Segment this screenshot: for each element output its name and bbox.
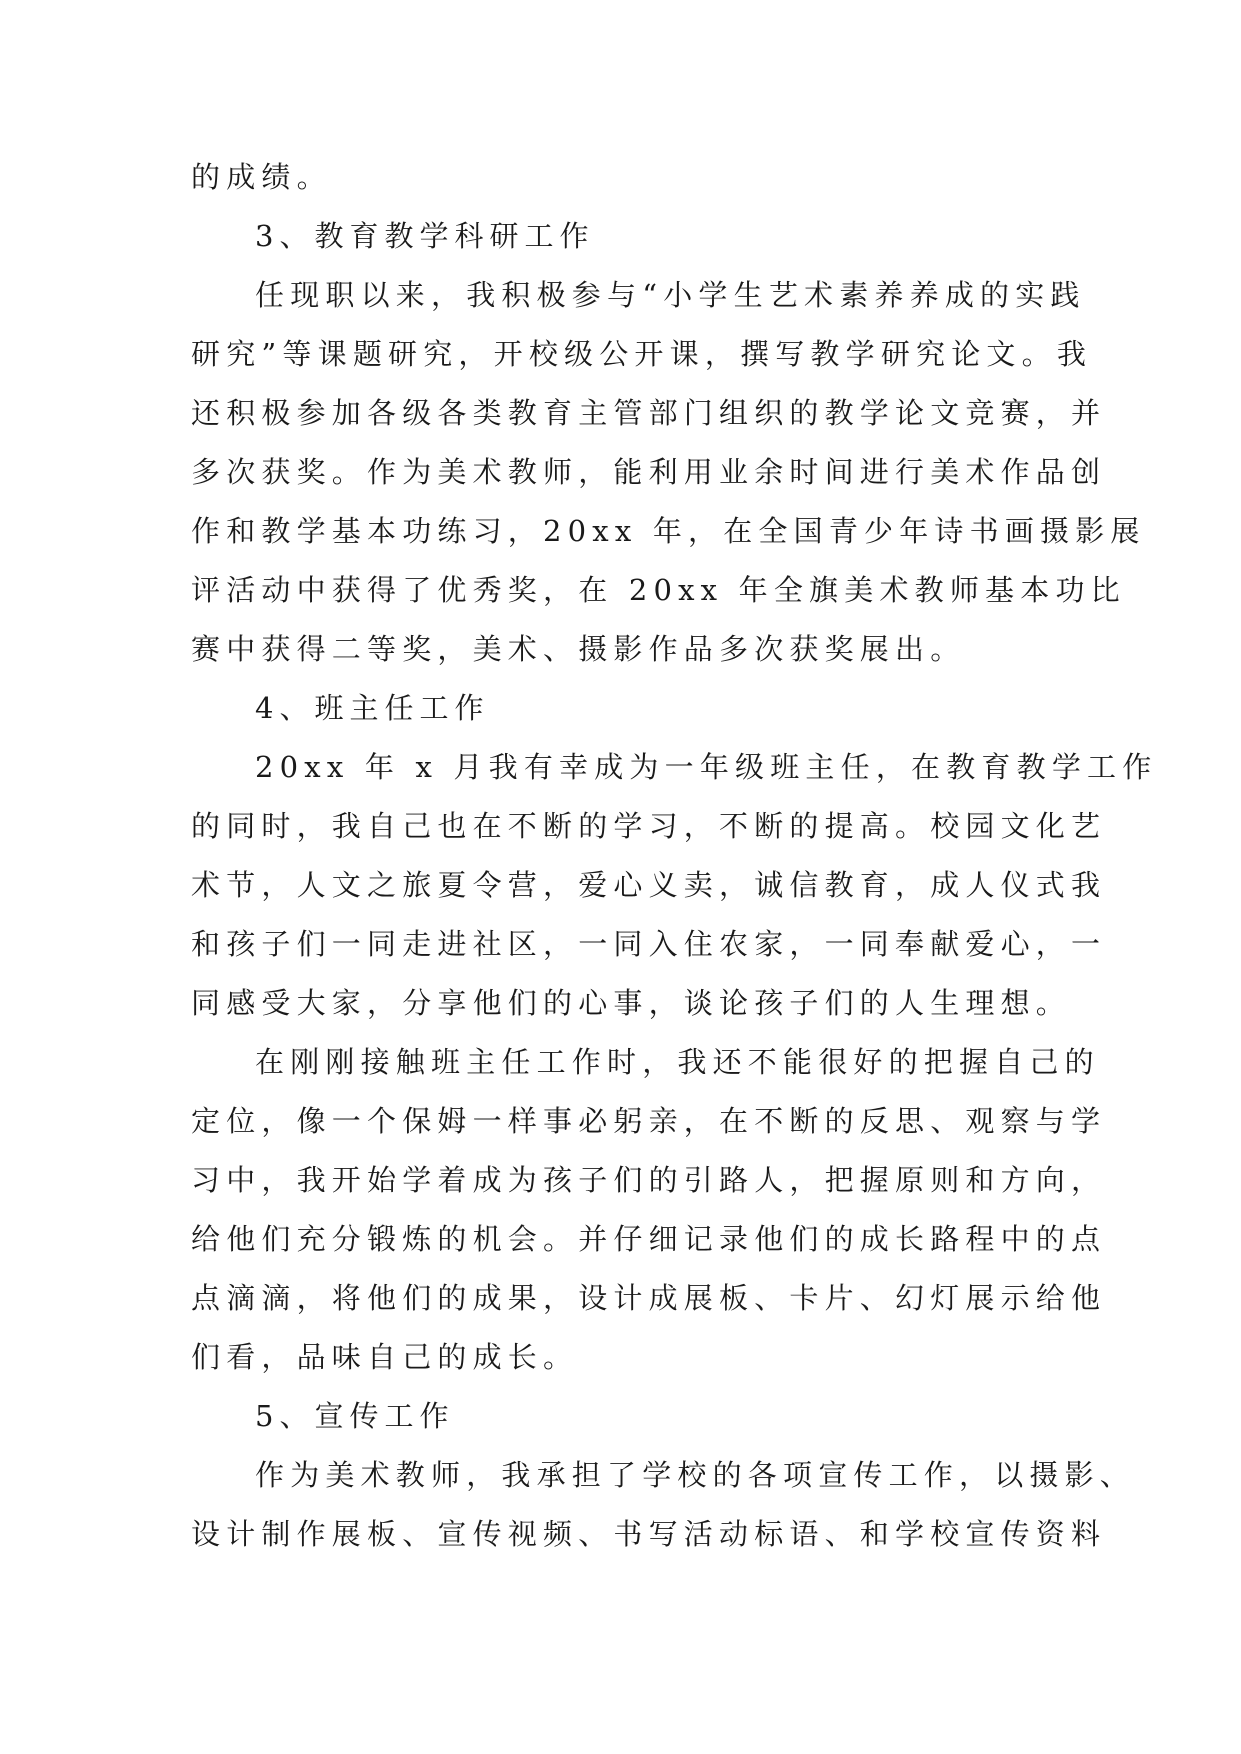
text-line: 术节，人文之旅夏令营，爱心义卖，诚信教育，成人仪式我	[191, 868, 1107, 902]
text-line: 任现职以来，我积极参与“小学生艺术素养养成的实践	[255, 278, 1086, 312]
text-line: 还积极参加各级各类教育主管部门组织的教学论文竞赛，并	[191, 396, 1107, 430]
text-line: 的成绩。	[191, 160, 332, 194]
section-heading: 5、宣传工作	[255, 1399, 455, 1433]
section-heading: 3、教育教学科研工作	[255, 219, 595, 253]
text-line: 评活动中获得了优秀奖，在 20xx 年全旗美术教师基本功比	[191, 573, 1126, 607]
text-line: 和孩子们一同走进社区，一同入住农家，一同奉献爱心，一	[191, 927, 1107, 961]
section-heading: 4、班主任工作	[255, 691, 490, 725]
text-line: 设计制作展板、宣传视频、书写活动标语、和学校宣传资料	[191, 1517, 1107, 1551]
text-line: 习中，我开始学着成为孩子们的引路人，把握原则和方向，	[191, 1163, 1107, 1197]
text-line: 20xx 年 x 月我有幸成为一年级班主任，在教育教学工作	[255, 750, 1158, 784]
text-line: 作为美术教师，我承担了学校的各项宣传工作，以摄影、	[255, 1458, 1136, 1492]
text-line: 赛中获得二等奖，美术、摄影作品多次获奖展出。	[191, 632, 966, 666]
text-line: 给他们充分锻炼的机会。并仔细记录他们的成长路程中的点	[191, 1222, 1107, 1256]
text-line: 的同时，我自己也在不断的学习，不断的提高。校园文化艺	[191, 809, 1107, 843]
document-body	[191, 148, 1158, 1564]
text-line: 多次获奖。作为美术教师，能利用业余时间进行美术作品创	[191, 455, 1107, 489]
text-line: 作和教学基本功练习，20xx 年，在全国青少年诗书画摄影展	[191, 514, 1146, 548]
text-line: 们看，品味自己的成长。	[191, 1340, 579, 1374]
text-line: 点滴滴，将他们的成果，设计成展板、卡片、幻灯展示给他	[191, 1281, 1107, 1315]
text-line: 定位，像一个保姆一样事必躬亲，在不断的反思、观察与学	[191, 1104, 1107, 1138]
text-line: 研究”等课题研究，开校级公开课，撰写教学研究论文。我	[191, 337, 1093, 371]
text-line: 在刚刚接触班主任工作时，我还不能很好的把握自己的	[255, 1045, 1100, 1079]
text-line: 同感受大家，分享他们的心事，谈论孩子们的人生理想。	[191, 986, 1072, 1020]
